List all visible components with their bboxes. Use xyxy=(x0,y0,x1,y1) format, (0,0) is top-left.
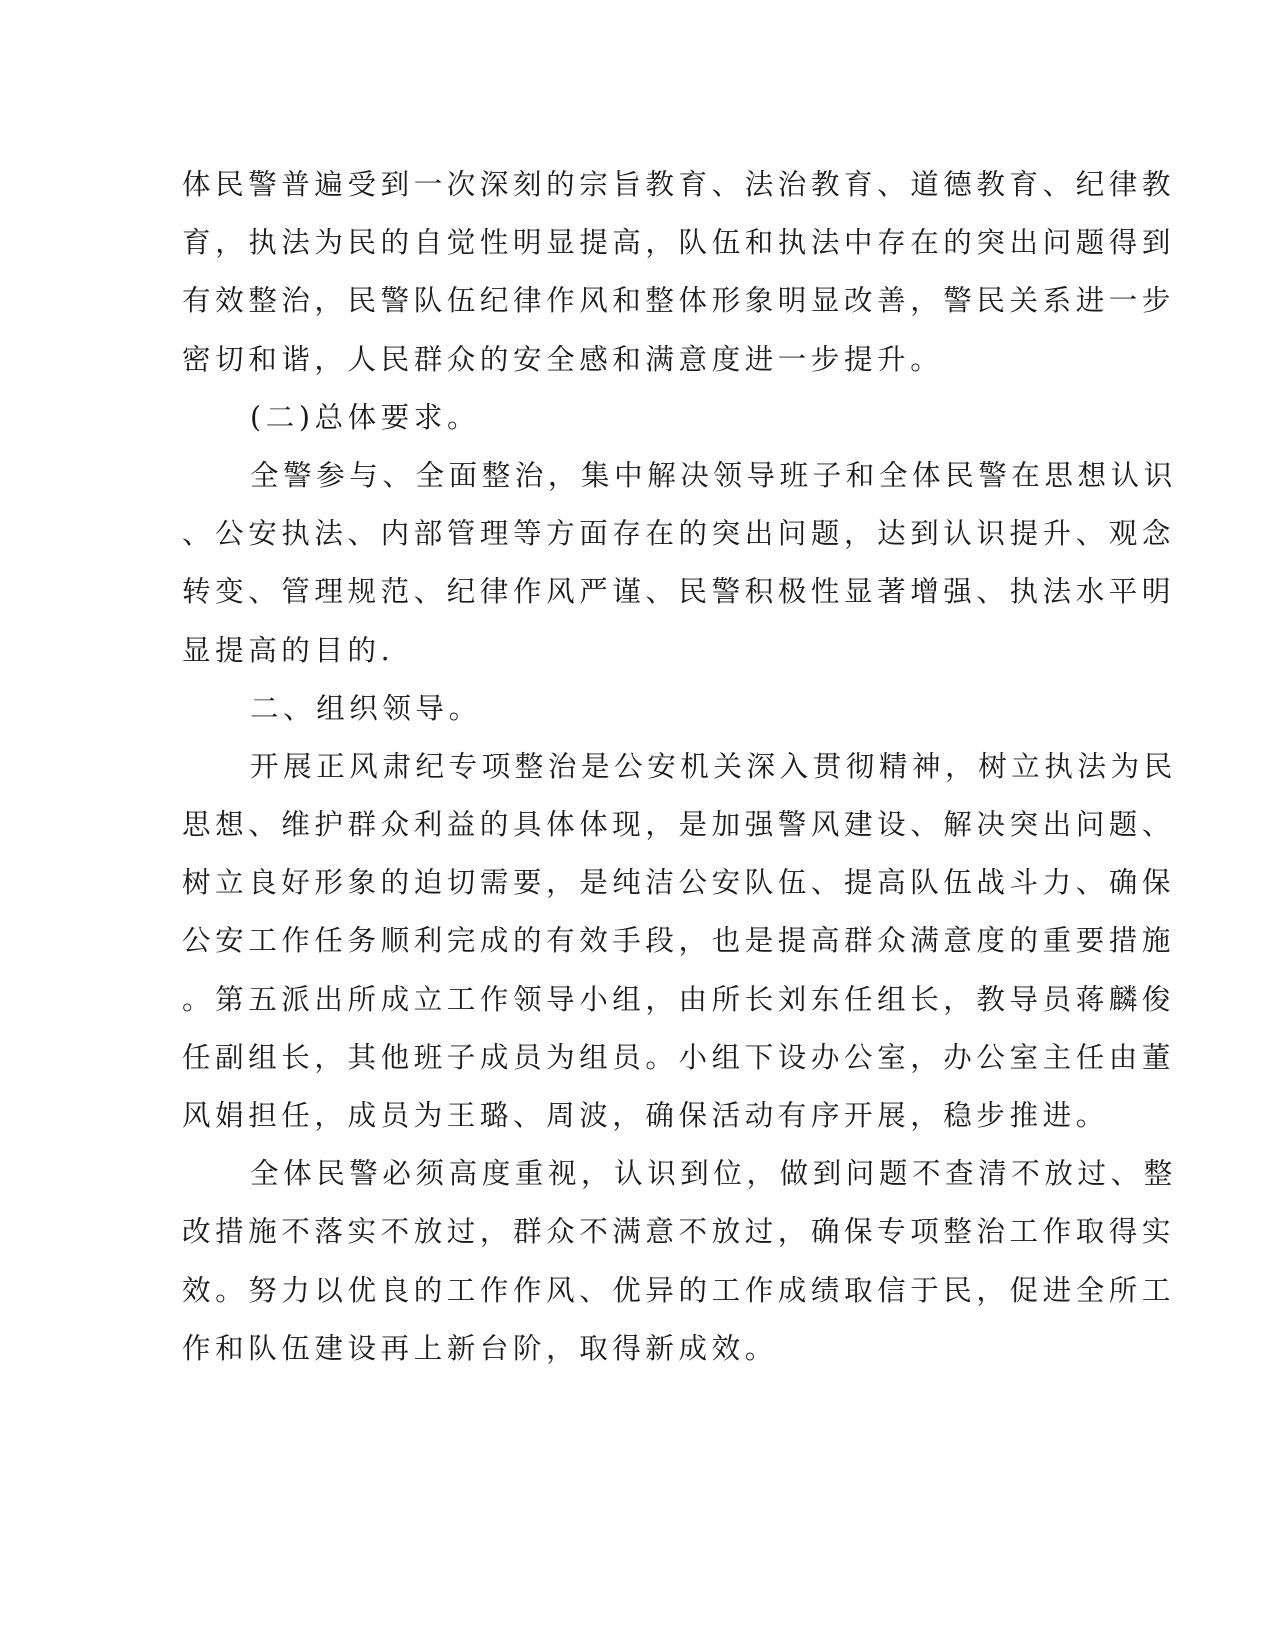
text-line: 开展正风肃纪专项整治是公安机关深入贯彻精神，树立执法为民 xyxy=(250,749,1177,783)
text-line: 树立良好形象的迫切需要，是纯洁公安队伍、提高队伍战斗力、确保 xyxy=(182,866,1176,900)
text-line: 思想、维护群众利益的具体体现，是加强警风建设、解决突出问题、 xyxy=(182,808,1176,842)
document-body xyxy=(182,156,1177,1378)
text-line: 体民警普遍受到一次深刻的宗旨教育、法治教育、道德教育、纪律教 xyxy=(182,168,1176,201)
text-line: 全警参与、全面整治，集中解决领导班子和全体民警在思想认识 xyxy=(250,458,1177,492)
text-line: 全体民警必须高度重视，认识到位，做到问题不查清不放过、整 xyxy=(250,1157,1177,1191)
text-line: 公安工作任务顺利完成的有效手段，也是提高群众满意度的重要措施 xyxy=(182,924,1176,958)
text-line: 育，执法为民的自觉性明显提高，队伍和执法中存在的突出问题得到 xyxy=(182,226,1176,260)
text-line: 密切和谐，人民群众的安全感和满意度进一步提升。 xyxy=(182,342,944,376)
text-line: 有效整治，民警队伍纪律作风和整体形象明显改善，警民关系进一步 xyxy=(182,284,1176,318)
text-line: 作和队伍建设再上新台阶，取得新成效。 xyxy=(182,1331,778,1365)
text-line: 、公安执法、内部管理等方面存在的突出问题，达到认识提升、观念 xyxy=(182,517,1176,551)
text-line: 风娟担任，成员为王璐、周波，确保活动有序开展，稳步推进。 xyxy=(182,1099,1109,1132)
text-line: 显提高的目的. xyxy=(182,633,395,667)
text-line: 转变、管理规范、纪律作风严谨、民警积极性显著增强、执法水平明 xyxy=(182,575,1176,609)
section-heading: (二)总体要求。 xyxy=(250,400,481,434)
text-line: 改措施不落实不放过，群众不满意不放过，确保专项整治工作取得实 xyxy=(182,1215,1176,1249)
text-line: 效。努力以优良的工作作风、优异的工作成绩取信于民，促进全所工 xyxy=(182,1273,1176,1307)
text-line: 任副组长，其他班子成员为组员。小组下设办公室，办公室主任由董 xyxy=(182,1040,1176,1074)
text-line: 。第五派出所成立工作领导小组，由所长刘东任组长，教导员蒋麟俊 xyxy=(182,982,1176,1016)
section-heading: 二、组织领导。 xyxy=(250,691,482,725)
